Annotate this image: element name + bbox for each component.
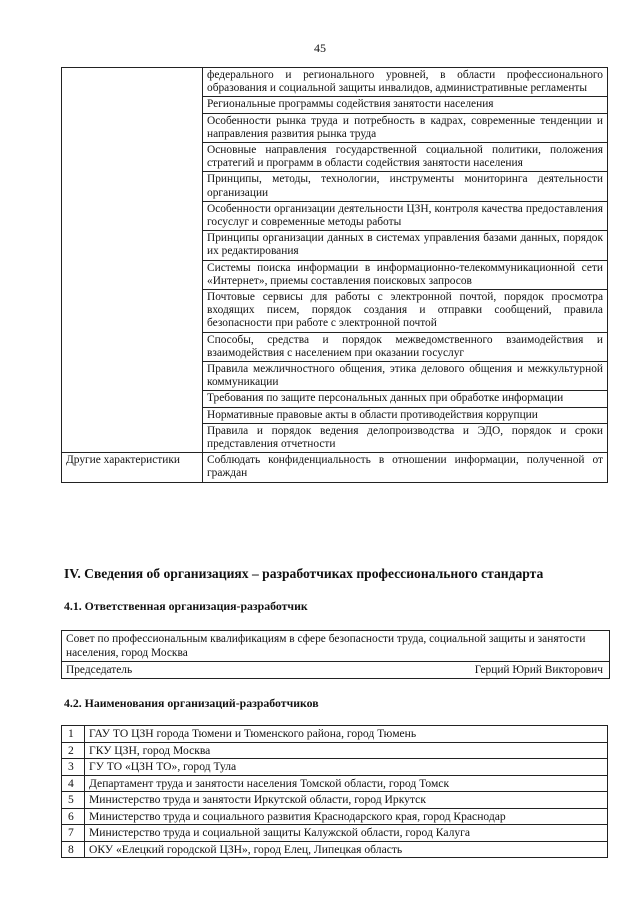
row-number: 5: [62, 792, 85, 809]
table-row: [62, 792, 608, 809]
knowledge-cell: Особенности организации деятельности ЦЗН, контроля качества предоставления госуслуг и современные методы работы: [203, 201, 608, 230]
organization-name: Министерство труда и занятости Иркутской области, город Иркутск: [85, 792, 608, 809]
knowledge-cell: Правила и порядок ведения делопроизводства и ЭДО, порядок и сроки представления отчетности: [203, 423, 608, 452]
table-row: [62, 759, 608, 776]
other-characteristics-value: Соблюдать конфиденциальность в отношении информации, полученной от граждан: [203, 453, 608, 482]
row-number: 7: [62, 825, 85, 842]
developers-table: [61, 725, 608, 858]
knowledge-cell: Основные направления государственной социальной политики, положения стратегий и программ в области содействия занятости населения: [203, 143, 608, 172]
responsible-org-heading: 4.1. Ответственная организация-разработчик: [64, 599, 308, 613]
table-row: [62, 726, 608, 743]
row-number: 4: [62, 775, 85, 792]
responsible-org-box: [61, 630, 610, 679]
organization-name: ГКУ ЦЗН, город Москва: [85, 742, 608, 759]
knowledge-cell: Особенности рынка труда и потребность в кадрах, современные тенденции и направления развития рынка труда: [203, 113, 608, 142]
page-number: 45: [314, 41, 326, 55]
row-number: 1: [62, 726, 85, 743]
organization-name: ГАУ ТО ЦЗН города Тюмени и Тюменского района, город Тюмень: [85, 726, 608, 743]
knowledge-cell: Принципы организации данных в системах управления базами данных, порядок их редактирования: [203, 231, 608, 260]
table-row: [62, 825, 608, 842]
table-row: [62, 775, 608, 792]
row-number: 8: [62, 841, 85, 858]
knowledge-cell: Способы, средства и порядок межведомственного взаимодействия и взаимодействия с населением при оказании госуслуг: [203, 332, 608, 361]
organization-name: ОКУ «Елецкий городской ЦЗН», город Елец, Липецкая область: [85, 841, 608, 858]
responsible-org-name: Совет по профессиональным квалификациям в сфере безопасности труда, социальной защиты и занятости населения, город Москва: [66, 633, 586, 659]
responsible-signatory-row: [62, 661, 609, 678]
knowledge-cell: Требования по защите персональных данных при обработке информации: [203, 391, 608, 407]
knowledge-cell: Системы поиска информации в информационно-телекоммуникационной сети «Интернет», приемы составления поисковых запросов: [203, 260, 608, 289]
knowledge-table: [61, 67, 608, 483]
signatory-name: Герций Юрий Викторович: [474, 664, 603, 676]
row-number: 3: [62, 759, 85, 776]
empty-label-cell: [62, 68, 203, 453]
organization-name: ГУ ТО «ЦЗН ТО», город Тула: [85, 759, 608, 776]
knowledge-cell: Почтовые сервисы для работы с электронной почтой, порядок просмотра входящих писем, порядок создания и отправки сообщений, правила безопасности при работе с электронной почтой: [203, 290, 608, 333]
other-characteristics-label: Другие характеристики: [62, 453, 203, 482]
knowledge-cell: Принципы, методы, технологии, инструменты мониторинга деятельности организации: [203, 172, 608, 201]
developers-heading: 4.2. Наименования организаций-разработчиков: [64, 696, 319, 710]
table-row: [62, 742, 608, 759]
signatory-role: Председатель: [66, 664, 133, 676]
knowledge-cell: Правила межличностного общения, этика делового общения и межкультурной коммуникации: [203, 362, 608, 391]
organization-name: Департамент труда и занятости населения Томской области, город Томск: [85, 775, 608, 792]
organization-name: Министерство труда и социального развития Краснодарского края, город Краснодар: [85, 808, 608, 825]
row-number: 2: [62, 742, 85, 759]
row-number: 6: [62, 808, 85, 825]
knowledge-cell: федерального и регионального уровней, в области профессионального образования и социальной защиты инвалидов, административные регламенты: [203, 68, 608, 97]
table-row: [62, 68, 608, 97]
knowledge-cell: Региональные программы содействия занятости населения: [203, 97, 608, 113]
organization-name: Министерство труда и социальной защиты Калужской области, город Калуга: [85, 825, 608, 842]
table-row: [62, 808, 608, 825]
table-row: [62, 841, 608, 858]
table-row: [62, 453, 608, 482]
section-title: IV. Сведения об организациях – разработчиках профессионального стандарта: [64, 566, 544, 581]
knowledge-cell: Нормативные правовые акты в области противодействия коррупции: [203, 407, 608, 423]
